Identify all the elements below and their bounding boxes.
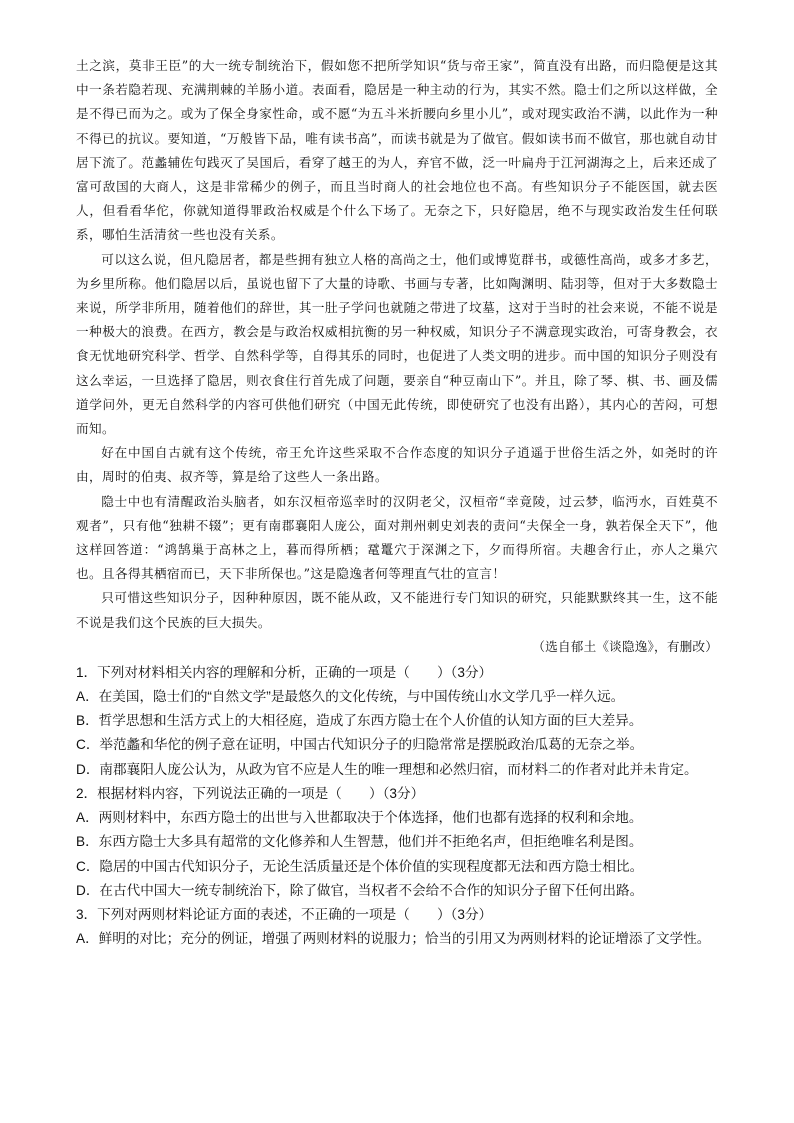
exam-page [76,54,718,951]
question-option: B．东西方隐士大多具有超常的文化修养和人生智慧，他们并不拒绝名声，但拒绝唯名利是图。 [76,834,643,850]
question-stem: 1．下列对材料相关内容的理解和分析，正确的一项是（ ）（3分） [76,664,493,680]
question-option: A．鲜明的对比；充分的例证，增强了两则材料的说服力；恰当的引用又为两则材料的论证增添了文学性。 [76,931,711,947]
question-option: A．在美国，隐士们的“自然文学”是最悠久的文化传统，与中国传统山水文学几乎一样久远。 [76,689,625,705]
passage-source: （选自郁土《谈隐逸》，有删改） [532,638,718,654]
passage-paragraph-1: 土之滨，莫非王臣”的大一统专制统治下，假如您不把所学知识“货与帝王家”，简直没有出路，而归隐便是这其中一条若隐若现、充满荆棘的羊肠小道。表面看，隐居是一种主动的行为，其实不然。隐士们之所以这样做，全是不得已而为之。或为了保全身家性命，或不愿“为五斗米折腰向乡里小儿”，或对现实政治不满，以此作为一种不得已的抗议。要知道，“万般皆下品，唯有读书高”，而读书就是为了做官。假如读书而不做官，那也就自动甘居下流了。范蠡辅佐句践灭了吴国后，看穿了越王的为人，弃官不做，泛一叶扁舟于江河湖海之上，后来还成了富可敌国的大商人，这是非常稀少的例子，而且当时商人的社会地位也不高。有些知识分子不能医国，就去医人，但看看华佗，你就知道得罪政治权威是个什么下场了。无奈之下，只好隐居，绝不与现实政治发生任何联系，哪怕生活清贫一些也没有关系。 [76,58,718,243]
passage-paragraph-3: 好在中国自古就有这个传统，帝王允许这些采取不合作态度的知识分子逍遥于世俗生活之外，如尧时的许由，周时的伯夷、叔齐等，算是给了这些人一条出路。 [76,445,718,485]
passage [76,54,718,659]
question-option: D．南郡襄阳人庞公认为，从政为官不应是人生的唯一理想和必然归宿，而材料二的作者对此并未肯定。 [76,761,698,777]
question-option: A．两则材料中，东西方隐士的出世与入世都取决于个体选择，他们也都有选择的权利和余地。 [76,810,643,826]
passage-paragraph-5: 只可惜这些知识分子，因种种原因，既不能从政，又不能进行专门知识的研究，只能默默终其一生，这不能不说是我们这个民族的巨大损失。 [76,590,718,630]
questions [76,661,718,951]
question-option: D．在古代中国大一统专制统治下，除了做官，当权者不会给不合作的知识分子留下任何出路。 [76,882,644,898]
question-option: C．隐居的中国古代知识分子，无论生活质量还是个体价值的实现程度都无法和西方隐士相比。 [76,858,644,874]
question-2 [76,782,718,903]
question-3 [76,903,718,951]
passage-paragraph-4: 隐士中也有清醒政治头脑者，如东汉桓帝巡幸时的汉阴老父，汉桓帝“幸竟陵，过云梦，临沔水，百姓莫不观者”，只有他“独耕不辍”；更有南郡襄阳人庞公，面对荆州刺史刘表的责问“夫保全一身，孰若保全天下”，他这样回答道：“鸿鹄巢于高林之上，暮而得所栖；鼋鼍穴于深渊之下，夕而得所宿。夫趣舍行止，亦人之巢穴也。且各得其栖宿而已，天下非所保也。”这是隐逸者何等理直气壮的宣言！ [76,493,718,582]
question-1 [76,661,718,782]
passage-paragraph-2: 可以这么说，但凡隐居者，都是些拥有独立人格的高尚之士，他们或博览群书，或德性高尚，或多才多艺，为乡里所称。他们隐居以后，虽说也留下了大量的诗歌、书画与专著，比如陶渊明、陆羽等，但对于大多数隐士来说，所学非所用，随着他们的辞世，其一肚子学问也就随之带进了坟墓，这对于当时的社会来说，不能不说是一种极大的浪费。在西方，教会是与政治权威相抗衡的另一种权威，知识分子不满意现实政治，可寄身教会，衣食无忧地研究科学、哲学、自然科学等，自得其乐的同时，也促进了人类文明的进步。而中国的知识分子则没有这么幸运，一旦选择了隐居，则衣食住行首先成了问题，要亲自“种豆南山下”。并且，除了琴、棋、书、画及儒道学问外，更无自然科学的内容可供他们研究（中国无此传统，即使研究了也没有出路），其内心的苦闷，可想而知。 [76,251,718,437]
question-option: C．举范蠡和华佗的例子意在证明，中国古代知识分子的归隐常常是摆脱政治瓜葛的无奈之举。 [76,737,644,753]
question-stem: 3．下列对两则材料论证方面的表述，不正确的一项是（ ）（3分） [76,906,493,922]
question-option: B．哲学思想和生活方式上的大相径庭，造成了东西方隐士在个人价值的认知方面的巨大差异。 [76,713,643,729]
question-stem: 2．根据材料内容，下列说法正确的一项是（ ）（3分） [76,785,425,801]
